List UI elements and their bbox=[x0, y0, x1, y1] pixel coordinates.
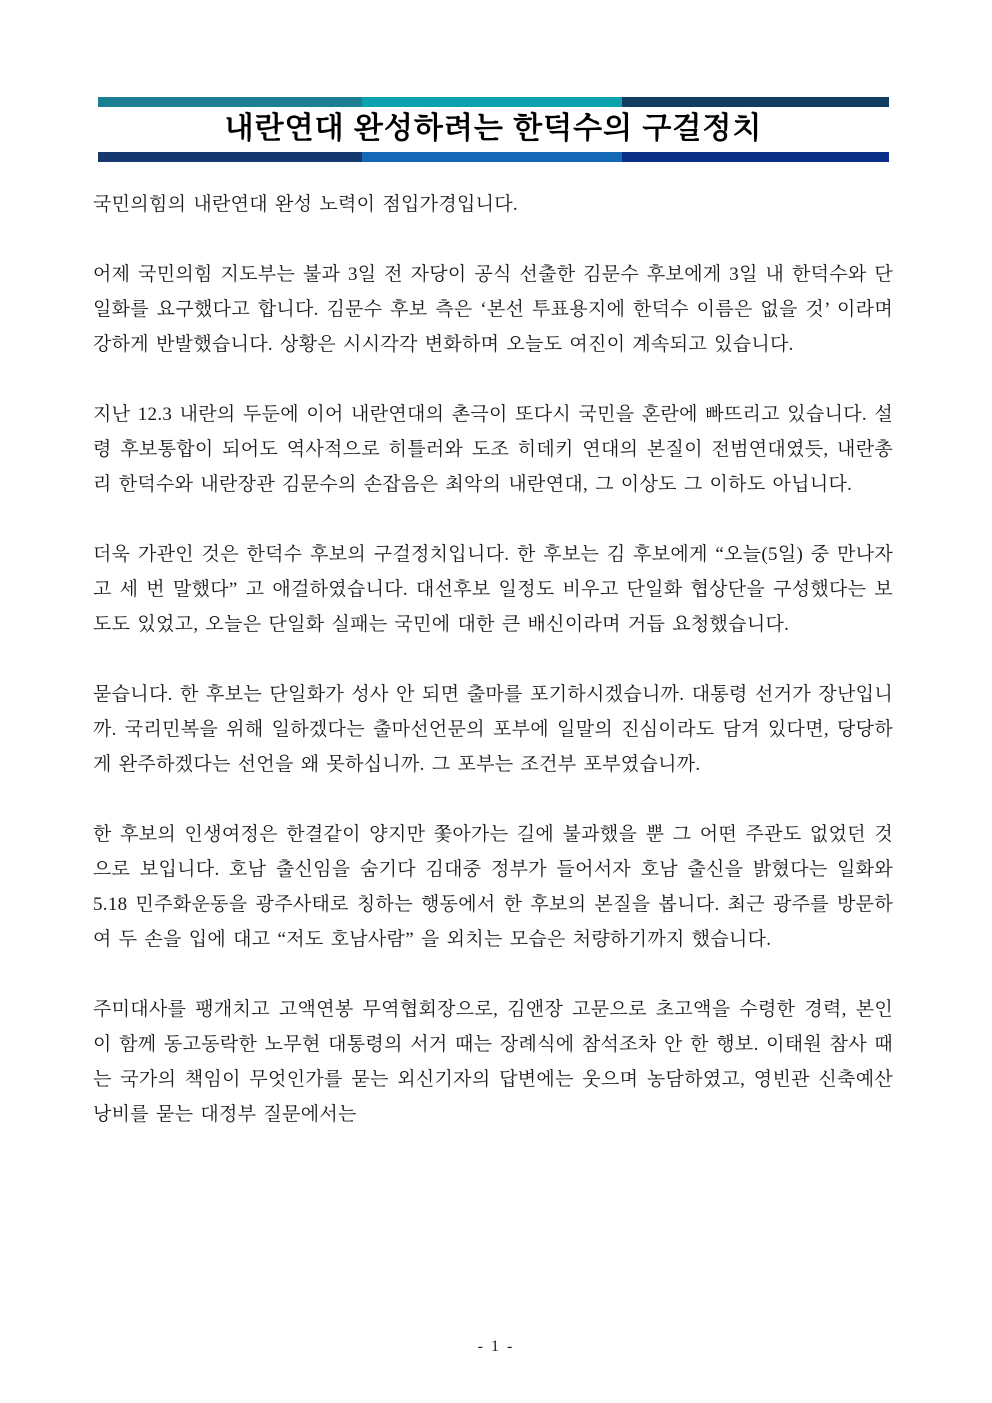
body-paragraph: 어제 국민의힘 지도부는 불과 3일 전 자당이 공식 선출한 김문수 후보에게 3일 내 한덕수와 단일화를 요구했다고 합니다. 김문수 후보 측은 ‘본선 투표용지에 한덕수 이름은 없을 것’ 이라며 강하게 반발했습니다. 상황은 시시각각 변화하며 오늘도 여진이 계속되고 있습니다. bbox=[93, 264, 893, 355]
bottom-bar-segment-middle bbox=[362, 152, 622, 162]
body-paragraph: 한 후보의 인생여정은 한결같이 양지만 쫓아가는 길에 불과했을 뿐 그 어떤 주관도 없었던 것으로 보입니다. 호남 출신임을 숨기다 김대중 정부가 들어서자 호남 출신을 밝혔다는 일화와 5.18 민주화운동을 광주사태로 칭하는 행동에서 한 후보의 본질을 봅니다. 최근 광주를 방문하여 두 손을 입에 대고 “저도 호남사람” 을 외치는 모습은 처량하기까지 했습니다. bbox=[93, 824, 893, 950]
body-paragraph: 묻습니다. 한 후보는 단일화가 성사 안 되면 출마를 포기하시겠습니까. 대통령 선거가 장난입니까. 국리민복을 위해 일하겠다는 출마선언문의 포부에 일말의 진심이라도 담겨 있다면, 당당하게 완주하겠다는 선언을 왜 못하십니까. 그 포부는 조건부 포부였습니까. bbox=[93, 684, 893, 775]
title-top-bar bbox=[98, 97, 889, 107]
top-bar-segment-left bbox=[98, 97, 362, 107]
bottom-bar-segment-left bbox=[98, 152, 362, 162]
document-title: 내란연대 완성하려는 한덕수의 구걸정치 bbox=[224, 112, 763, 145]
top-bar-segment-middle bbox=[362, 97, 622, 107]
body-paragraph: 주미대사를 팽개치고 고액연봉 무역협회장으로, 김앤장 고문으로 초고액을 수령한 경력, 본인이 함께 동고동락한 노무현 대통령의 서거 때는 장례식에 참석조차 안 한 행보. 이태원 참사 때는 국가의 책임이 무엇인가를 묻는 외신기자의 답변에는 웃으며 농담하였고, 영빈관 신축예산 낭비를 묻는 대정부 질문에서는 bbox=[93, 999, 893, 1125]
title-block bbox=[98, 97, 889, 162]
top-bar-segment-right bbox=[622, 97, 889, 107]
body-paragraph: 지난 12.3 내란의 두둔에 이어 내란연대의 촌극이 또다시 국민을 혼란에 빠뜨리고 있습니다. 설령 후보통합이 되어도 역사적으로 히틀러와 도조 히데키 연대의 본질이 전범연대였듯, 내란총리 한덕수와 내란장관 김문수의 손잡음은 최악의 내란연대, 그 이상도 그 이하도 아닙니다. bbox=[93, 404, 893, 495]
body-paragraph: 더욱 가관인 것은 한덕수 후보의 구걸정치입니다. 한 후보는 김 후보에게 “오늘(5일) 중 만나자고 세 번 말했다” 고 애걸하였습니다. 대선후보 일정도 비우고 단일화 협상단을 구성했다는 보도도 있었고, 오늘은 단일화 실패는 국민에 대한 큰 배신이라며 거듭 요청했습니다. bbox=[93, 544, 893, 635]
title-bottom-bar bbox=[98, 152, 889, 162]
bottom-bar-segment-right bbox=[622, 152, 889, 162]
document-body bbox=[93, 187, 893, 1132]
page-number: - 1 - bbox=[477, 1338, 515, 1355]
body-paragraph: 국민의힘의 내란연대 완성 노력이 점입가경입니다. bbox=[93, 194, 518, 215]
